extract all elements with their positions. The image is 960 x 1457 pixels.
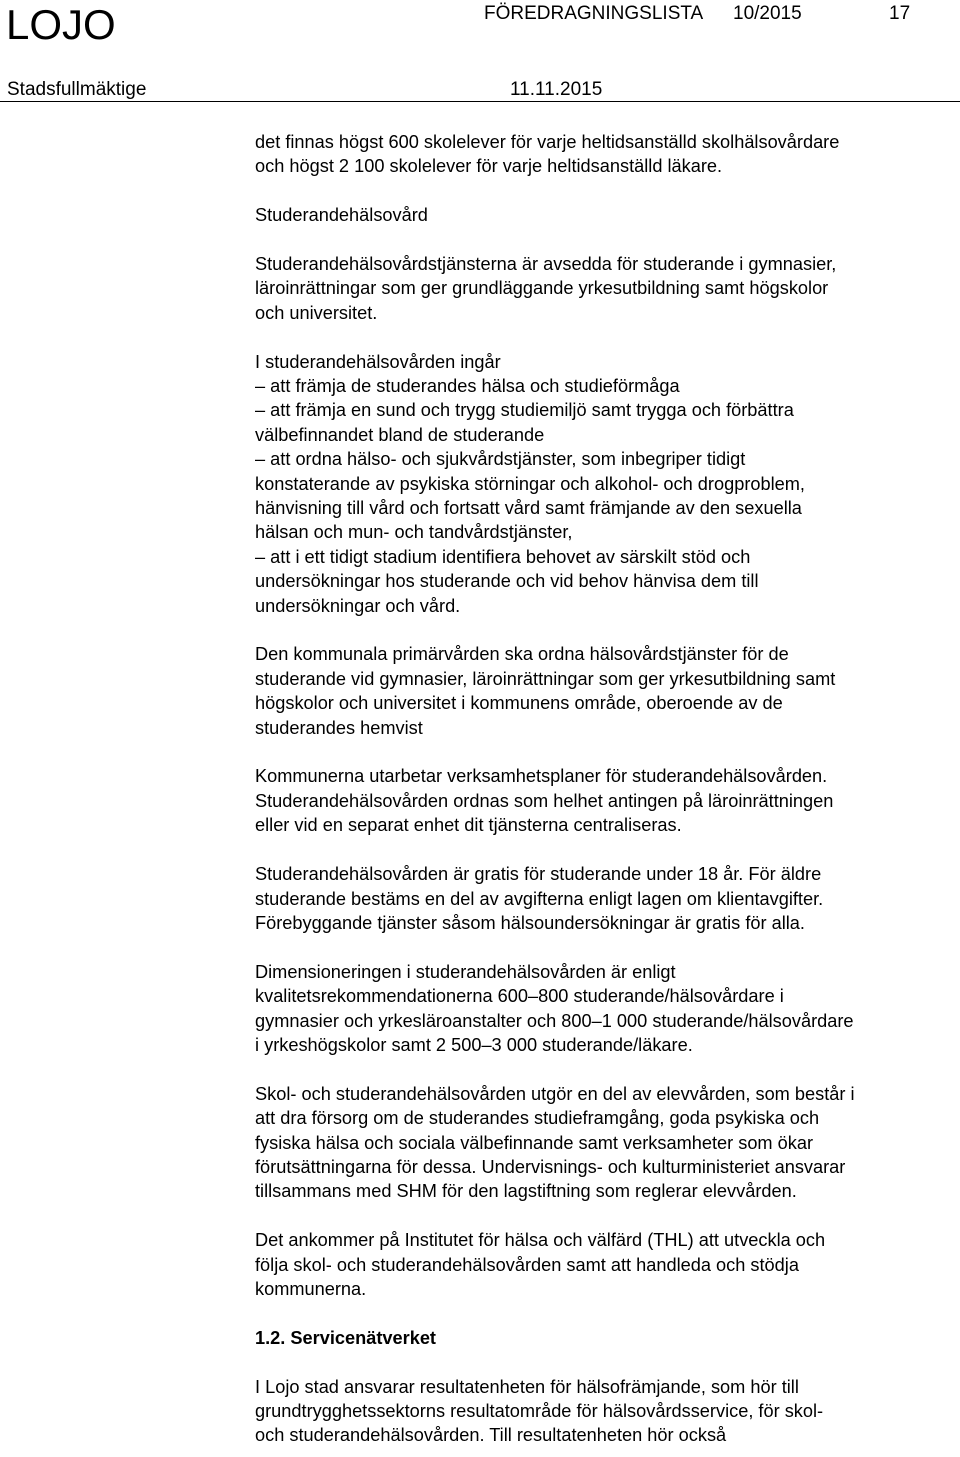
text-line: följa skol- och studerandehälsovården samt att handleda och stödja [255,1254,799,1275]
text-line: Den kommunala primärvården ska ordna hälsovårdstjänster för de [255,644,789,665]
paragraph [255,960,955,1058]
text-line: och studerandehälsovården. Till resultatenheten hör också [255,1425,727,1446]
paragraph-list [255,350,955,618]
text-line: Studerandehälsovården är gratis för studerande under 18 år. För äldre [255,864,822,885]
text-line: eller vid en separat enhet dit tjänsterna centraliseras. [255,815,682,836]
paragraph [255,1082,955,1204]
text-line: studerande vid gymnasier, läroinrättningar som ger yrkesutbildning samt [255,668,836,689]
text-line: förutsättningarna för dessa. Undervisnings- och kulturministeriet ansvarar [255,1156,846,1177]
text-line: fysiska hälsa och sociala välbefinnande samt verksamheter som ökar [255,1132,814,1153]
text-line: kommunerna. [255,1278,367,1299]
document-body [255,130,955,1448]
text-line: Det ankommer på Institutet för hälsa och välfärd (THL) att utveckla och [255,1230,826,1251]
text-line: I studerandehälsovården ingår [255,351,501,372]
paragraph [255,1375,955,1448]
page-number: 17 [889,3,911,24]
text-line: Dimensioneringen i studerandehälsovården är enligt [255,961,676,982]
paragraph [255,862,955,935]
text-line: att dra försorg om de studerandes studieframgång, goda psykiska och [255,1108,820,1129]
text-line: Studerandehälsovårdstjänsterna är avsedda för studerande i gymnasier, [255,254,837,274]
text-line: studerandes hemvist [255,717,423,738]
meeting-date: 11.11.2015 [510,79,603,100]
text-line: Studerandehälsovården ordnas som helhet antingen på läroinrättningen [255,790,834,811]
text-line: – att i ett tidigt stadium identifiera behovet av särskilt stöd och [255,546,751,567]
section-heading: 1.2. Servicenätverket [255,1327,436,1348]
section-heading: Studerandehälsovård [255,205,428,226]
text-line: i yrkeshögskolor samt 2 500–3 000 studerande/läkare. [255,1034,693,1055]
paragraph [255,764,955,837]
list-number: 10/2015 [733,3,802,24]
text-line: – att ordna hälso- och sjukvårdstjänster, som inbegriper tidigt [255,449,746,470]
logo: LOJO [6,1,116,48]
paragraph [255,642,955,740]
text-line: högskolor och universitet i kommunens område, oberoende av de [255,693,783,714]
paragraph [255,1228,955,1301]
text-line: och universitet. [255,302,378,323]
text-line: – att främja de studerandes hälsa och studieförmåga [255,376,680,397]
paragraph [255,252,955,325]
list-title: FÖREDRAGNINGSLISTA [484,3,704,24]
text-line: undersökningar och vård. [255,595,461,616]
text-line: läroinrättningar som ger grundläggande yrkesutbildning samt högskolor [255,278,829,299]
text-line: studerande bestäms en del av avgifterna enligt lagen om klientavgifter. [255,888,824,909]
paragraph [255,130,955,179]
text-line: grundtrygghetssektorns resultatområde för hälsovårdsservice, för skol- [255,1400,824,1421]
text-line: tillsammans med SHM för den lagstiftning som reglerar elevvården. [255,1181,797,1202]
text-line: välbefinnandet bland de studerande [255,424,545,445]
text-line: och högst 2 100 skolelever för varje heltidsanställd läkare. [255,156,723,177]
text-line: Skol- och studerandehälsovården utgör en del av elevvården, som består i [255,1083,855,1104]
text-line: konstaterande av psykiska störningar och alkohol- och drogproblem, [255,473,805,494]
text-line: gymnasier och yrkesläroanstalter och 800–1 000 studerande/hälsovårdare [255,1010,854,1031]
governing-body: Stadsfullmäktige [7,79,147,100]
text-line: hänvisning till vård och fortsatt vård samt främjande av den sexuella [255,498,802,519]
text-line: hälsan och mun- och tandvårdstjänster, [255,522,573,543]
text-line: Kommunerna utarbetar verksamhetsplaner för studerandehälsovården. [255,766,828,787]
text-line: – att främja en sund och trygg studiemiljö samt trygga och förbättra [255,400,794,421]
text-line: kvalitetsrekommendationerna 600–800 studerande/hälsovårdare i [255,986,784,1007]
text-line: det finnas högst 600 skolelever för varje heltidsanställd skolhälsovårdare [255,132,840,152]
header-divider [0,101,960,102]
text-line: I Lojo stad ansvarar resultatenheten för hälsofrämjande, som hör till [255,1376,799,1397]
text-line: Förebyggande tjänster såsom hälsoundersökningar är gratis för alla. [255,912,805,933]
text-line: undersökningar hos studerande och vid behov hänvisa dem till [255,571,759,592]
